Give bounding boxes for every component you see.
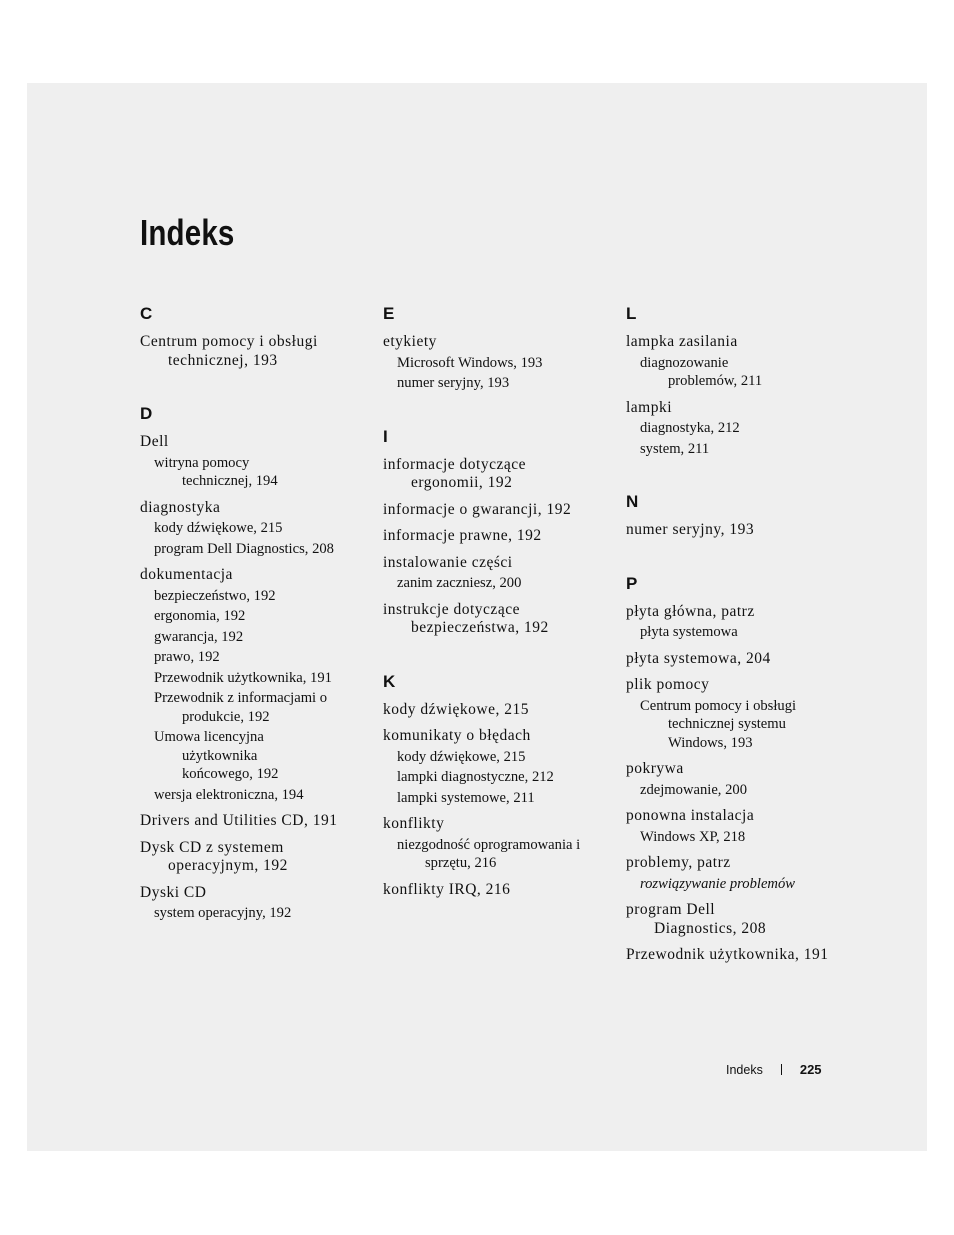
index-term: ponowna instalacja xyxy=(626,807,755,824)
index-subterm: program Dell Diagnostics, 208 xyxy=(154,540,334,557)
index-subterm: system, 211 xyxy=(640,440,710,457)
index-term: etykiety xyxy=(383,333,437,350)
index-term: Dyski CD xyxy=(140,883,207,901)
index-term: informacje dotyczące ergonomii, 192 xyxy=(383,455,526,491)
index-subterm: Umowa licencyjna użytkownika końcowego, 192 xyxy=(154,729,279,782)
index-term: instrukcje dotyczące bezpieczeństwa, 192 xyxy=(383,600,549,636)
index-term: konflikty IRQ, 216 xyxy=(383,880,511,898)
index-subterm: Windows XP, 218 xyxy=(640,828,746,845)
index-subterm: lampki systemowe, 211 xyxy=(397,789,535,806)
index-subterm: zdejmowanie, 200 xyxy=(640,781,747,798)
index-section-l xyxy=(626,301,856,458)
index-subterm: ergonomia, 192 xyxy=(154,608,246,624)
index-entry xyxy=(626,760,856,799)
index-subterm: system operacyjny, 192 xyxy=(154,905,292,921)
index-subterm: diagnozowanie problemów, 211 xyxy=(640,354,763,389)
index-subterm: kody dźwiękowe, 215 xyxy=(154,520,283,536)
index-section-k xyxy=(383,669,613,900)
index-entry xyxy=(626,901,856,938)
index-term: diagnostyka xyxy=(140,498,221,516)
section-letter: I xyxy=(383,426,388,446)
index-subterm: kody dźwiękowe, 215 xyxy=(397,748,526,765)
index-entry xyxy=(626,333,856,391)
index-subterm: płyta systemowa xyxy=(640,624,738,640)
index-entry xyxy=(140,884,370,923)
index-subterm: Przewodnik z informacjami o produkcie, 192 xyxy=(154,690,328,725)
index-subterm: gwarancja, 192 xyxy=(154,628,244,645)
index-entry xyxy=(383,501,613,520)
index-entry xyxy=(383,554,613,593)
index-entry xyxy=(626,946,856,965)
index-section-c xyxy=(140,301,370,370)
index-subterm: prawo, 192 xyxy=(154,649,220,665)
index-entry xyxy=(626,854,856,893)
index-subterm: wersja elektroniczna, 194 xyxy=(154,786,304,803)
index-term: instalowanie części xyxy=(383,553,513,571)
page-footer xyxy=(726,1062,822,1077)
index-term: problemy, patrz xyxy=(626,854,731,871)
section-letter: D xyxy=(140,404,153,423)
footer-label: Indeks xyxy=(726,1063,763,1077)
index-column-2 xyxy=(383,301,613,907)
index-subterm: Przewodnik użytkownika, 191 xyxy=(154,669,332,686)
index-term: Drivers and Utilities CD, 191 xyxy=(140,812,338,829)
index-section-i xyxy=(383,424,613,638)
index-entry xyxy=(383,333,613,393)
footer-separator xyxy=(781,1064,782,1075)
index-section-p xyxy=(626,571,856,965)
index-subterm: niezgodność oprogramowania i sprzętu, 216 xyxy=(397,836,581,871)
index-entry xyxy=(383,727,613,807)
index-term: płyta systemowa, 204 xyxy=(626,649,771,667)
section-letter: C xyxy=(140,304,153,323)
index-subterm: bezpieczeństwo, 192 xyxy=(154,587,276,604)
index-entry xyxy=(140,566,370,804)
index-column-1 xyxy=(140,301,370,931)
index-subterm: witryna pomocy technicznej, 194 xyxy=(154,454,278,489)
index-entry xyxy=(626,603,856,642)
index-subterm: zanim zaczniesz, 200 xyxy=(397,575,522,591)
index-column-3 xyxy=(626,301,856,973)
index-term: Dell xyxy=(140,433,169,450)
section-letter: L xyxy=(626,304,637,323)
index-term: program Dell Diagnostics, 208 xyxy=(626,901,767,937)
index-subterm: Microsoft Windows, 193 xyxy=(397,354,543,371)
page-title: Indeks xyxy=(140,212,235,253)
index-term: lampki xyxy=(626,398,673,416)
index-term: płyta główna, patrz xyxy=(626,602,755,620)
index-entry xyxy=(383,456,613,493)
page-number: 225 xyxy=(799,1062,822,1077)
index-entry xyxy=(140,839,370,876)
index-term: pokrywa xyxy=(626,760,684,777)
index-subterm: rozwiązywanie problemów xyxy=(640,875,795,892)
index-section-d xyxy=(140,401,370,923)
section-letter: P xyxy=(626,573,638,593)
index-entry xyxy=(626,521,856,540)
index-term: lampka zasilania xyxy=(626,333,738,350)
section-letter: E xyxy=(383,304,395,323)
index-entry xyxy=(383,527,613,546)
index-entry xyxy=(140,333,370,370)
index-term: komunikaty o błędach xyxy=(383,727,531,744)
index-entry xyxy=(140,499,370,559)
index-term: informacje prawne, 192 xyxy=(383,527,542,544)
index-term: numer seryjny, 193 xyxy=(626,521,755,538)
index-term: kody dźwiękowe, 215 xyxy=(383,700,529,718)
index-term: Przewodnik użytkownika, 191 xyxy=(626,946,829,963)
index-entry xyxy=(140,812,370,831)
index-subterm: diagnostyka, 212 xyxy=(640,420,740,436)
index-term: dokumentacja xyxy=(140,566,233,583)
index-entry xyxy=(626,676,856,752)
index-subterm: Centrum pomocy i obsługi technicznej systemu Windows, 193 xyxy=(640,697,797,751)
section-letter: N xyxy=(626,492,639,511)
index-entry xyxy=(140,433,370,491)
index-entry xyxy=(626,807,856,846)
index-section-e xyxy=(383,301,613,393)
index-term: informacje o gwarancji, 192 xyxy=(383,500,572,518)
index-term: Dysk CD z systemem operacyjnym, 192 xyxy=(140,838,288,874)
index-entry xyxy=(626,650,856,669)
index-entry xyxy=(383,701,613,720)
index-entry xyxy=(626,399,856,459)
section-letter: K xyxy=(383,671,396,691)
index-section-n xyxy=(626,489,856,540)
index-term: konflikty xyxy=(383,815,445,832)
index-subterm: lampki diagnostyczne, 212 xyxy=(397,769,554,785)
index-subterm: numer seryjny, 193 xyxy=(397,375,510,391)
index-entry xyxy=(383,601,613,638)
index-term: plik pomocy xyxy=(626,676,710,693)
index-entry xyxy=(383,881,613,900)
index-entry xyxy=(383,815,613,873)
index-term: Centrum pomocy i obsługi technicznej, 193 xyxy=(140,333,318,369)
